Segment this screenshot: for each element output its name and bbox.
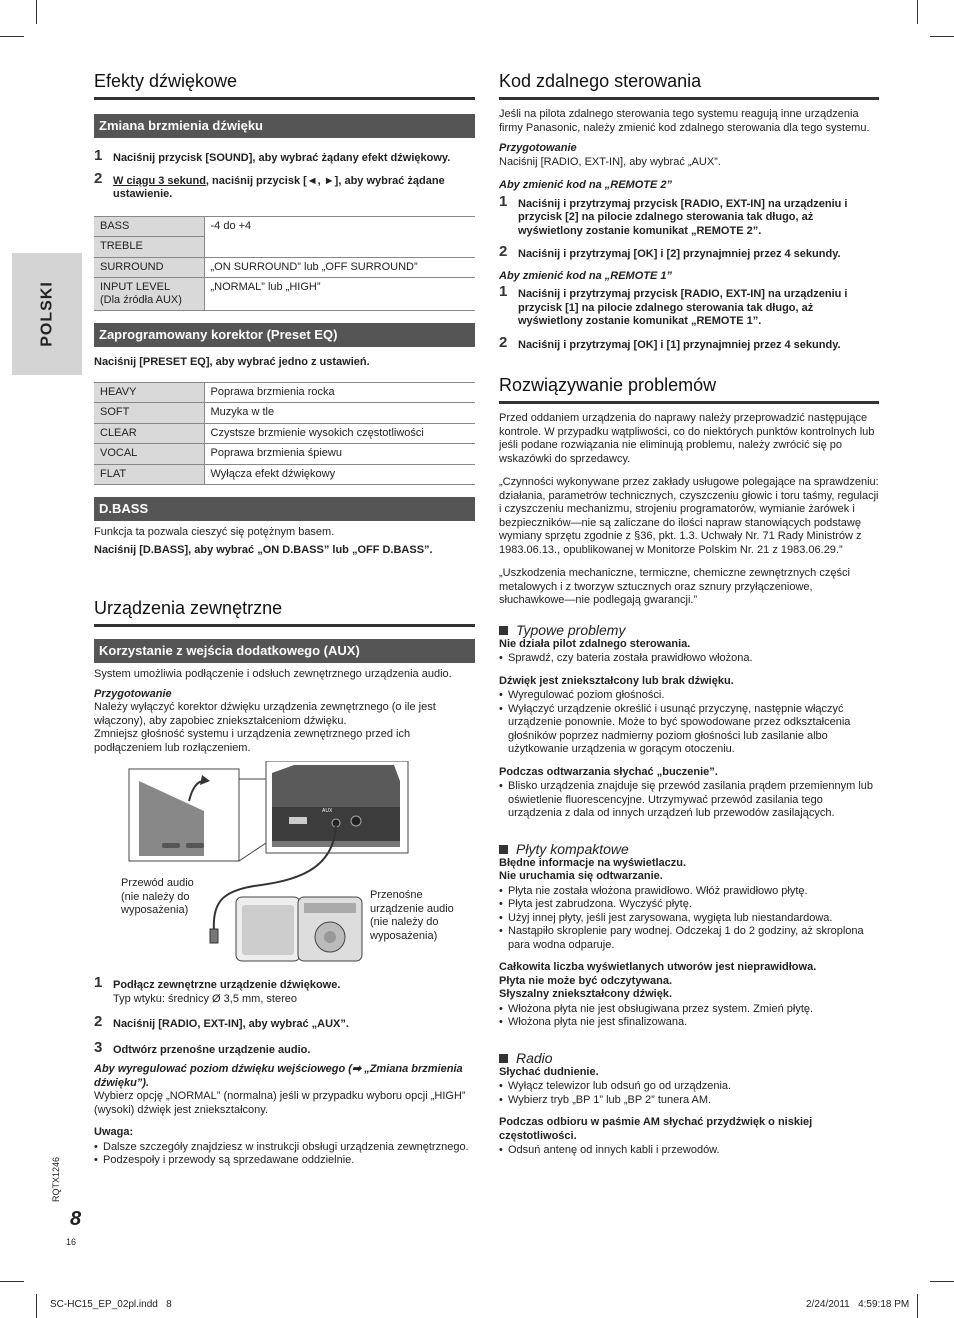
list-item: • Wybierz tryb „BP 1” lub „BP 2” tunera AM. [499, 1094, 879, 1108]
table-key: FLAT [94, 464, 204, 485]
step-remote1-1 [499, 283, 879, 329]
table-key: HEAVY [94, 382, 204, 403]
step-text: Naciśnij i przytrzymaj [OK] i [1] przynajmniej przez 4 sekundy. [518, 338, 841, 351]
table-key: INPUT LEVEL (Dla źródła AUX) [94, 278, 204, 311]
eq-instruction: Naciśnij [PRESET EQ], aby wybrać jedno z ustawień. [94, 356, 370, 368]
step-text: Odtwórz przenośne urządzenie audio. [113, 1043, 311, 1056]
subhead-cd [499, 841, 879, 857]
section-title-remote: Kod zdalnego sterowania [499, 70, 879, 100]
prep-text-1: Należy wyłączyć korektor dźwięku urządzenia zewnętrznego (o ile jest włączony), aby zapobiec zniekształceniom dźwięku. [94, 701, 436, 727]
list-item: • Podzespoły i przewody są sprzedawane oddzielnie. [94, 1154, 475, 1168]
step-number: 2 [499, 333, 508, 351]
list-item: • Wyłączyć urządzenie określić i usunąć przyczynę, następnie włączyć urządzenie ponownie. Może to być spowodowane przez odkształcenia głośników poprzez nadmierny poziom głośności lub zasilanie albo użytkowanie urządzenia w gorącym otoczeniu. [499, 703, 879, 757]
step-text: Podłącz zewnętrzne urządzenie dźwiękowe. [113, 979, 341, 991]
table-key: CLEAR [94, 423, 204, 444]
problem-title: Dźwięk jest zniekształcony lub brak dźwięku. [499, 674, 734, 687]
left-column [94, 60, 475, 1168]
problem-list [499, 885, 879, 953]
step-sound-2 [94, 169, 475, 202]
problem-list [499, 1003, 879, 1030]
step-text: Naciśnij [RADIO, EXT-IN], aby wybrać „AUX”. [113, 1018, 349, 1030]
table-row [94, 257, 475, 278]
adjust-title: Aby wyregulować poziom dźwięku wejściowego (➡ „Zmiana brzmienia dźwięku”). [94, 1063, 463, 1089]
adjust-text: Wybierz opcję „NORMAL” (normalna) jeśli w przypadku wyboru opcji „HIGH” (wysoki) dźwięk jest zniekształcony. [94, 1090, 466, 1116]
eq-table [94, 382, 475, 486]
crop-mark [36, 1294, 37, 1318]
prep-text-2: Zmniejsz głośność systemu i urządzenia zewnętrznego przed ich podłączeniem lub rozłączeniem. [94, 728, 411, 754]
subsection-bar-aux: Korzystanie z wejścia dodatkowego (AUX) [94, 639, 475, 663]
list-item: • Wyregulować poziom głośności. [499, 689, 879, 703]
square-bullet-icon [499, 626, 508, 635]
step-number: 1 [499, 192, 508, 210]
step-number: 2 [94, 1013, 103, 1030]
step-number: 1 [499, 283, 508, 300]
list-item: • Dalsze szczegóły znajdziesz w instrukcji obsługi urządzenia zewnętrznego. [94, 1141, 475, 1155]
problem-title: Błędne informacje na wyświetlaczu. Nie uruchamia się odtwarzanie. [499, 856, 687, 882]
problem-list [499, 780, 879, 821]
table-value: Poprawa brzmienia rocka [204, 382, 475, 403]
step-number: 1 [94, 147, 103, 164]
problem-list [499, 1080, 879, 1107]
remote2-title: Aby zmienić kod na „REMOTE 2” [499, 179, 672, 191]
language-tab-label: POLSKI [38, 281, 56, 347]
list-item: • Nastąpiło skroplenie pary wodnej. Odczekaj 1 do 2 godziny, aż skroplona para wodna odparuje. [499, 925, 879, 952]
section-title-external: Urządzenia zewnętrzne [94, 597, 475, 627]
step-aux-2 [94, 1013, 475, 1032]
list-item: • Włożona płyta nie jest sfinalizowana. [499, 1016, 879, 1030]
problem-title: Podczas odtwarzania słychać „buczenie”. [499, 765, 718, 778]
problem-title: Całkowita liczba wyświetlanych utworów jest nieprawidłowa. Płyta nie może być odczytywana. Słyszalny zniekształcony dźwięk. [499, 961, 817, 1000]
step-remote2-1 [499, 192, 879, 239]
figure-label-cable: Przewód audio (nie należy do wyposażenia) [121, 877, 194, 916]
subhead-label: Typowe problemy [516, 621, 626, 638]
step-aux-3 [94, 1038, 475, 1058]
subhead-typical [499, 622, 879, 638]
square-bullet-icon [499, 1054, 508, 1063]
subsection-bar-eq: Zaprogramowany korektor (Preset EQ) [94, 323, 475, 347]
problem-list [499, 1144, 879, 1158]
step-text-underlined: W ciągu 3 sekund [113, 174, 206, 187]
step-text: , naciśnij przycisk [◄, ►], aby wybrać żądane ustawienie. [113, 174, 445, 200]
crop-mark [917, 1294, 918, 1318]
note-label: Uwaga: [94, 1126, 134, 1138]
problem-list [499, 689, 879, 757]
list-item: • Użyj innej płyty, jeśli jest zarysowana, wygięta lub niestandardowa. [499, 912, 879, 926]
subhead-label: Radio [516, 1049, 553, 1066]
list-item: • Sprawdź, czy bateria została prawidłowo włożona. [499, 652, 879, 666]
table-row [94, 216, 475, 237]
problem-title: Nie działa pilot zdalnego sterowania. [499, 637, 691, 650]
crop-mark [930, 36, 954, 37]
list-item: • Płyta nie została włożona prawidłowo. Włóż prawidłowo płytę. [499, 885, 879, 899]
table-value: Czystsze brzmienie wysokich częstotliwości [204, 423, 475, 444]
problem-list [499, 652, 879, 666]
problem-title: Słychać dudnienie. [499, 1065, 599, 1078]
table-value: -4 do +4 [204, 216, 475, 257]
note-list [94, 1141, 475, 1168]
table-row [94, 278, 475, 311]
file-name: SC-HC15_EP_02pl.indd 8 [50, 1299, 172, 1310]
section-title-effects: Efekty dźwiękowe [94, 70, 475, 100]
remote-intro: Jeśli na pilota zdalnego sterowania tego systemu reagują inne urządzenia firmy Panasonic, należy zmienić kod zdalnego sterowania dla tego systemu. [499, 108, 870, 134]
crop-mark [930, 1281, 954, 1282]
step-number: 2 [499, 243, 508, 260]
subsection-bar-dbass: D.BASS [94, 497, 475, 521]
table-value: „NORMAL” lub „HIGH” [204, 278, 475, 311]
step-text: Naciśnij i przytrzymaj [OK] i [2] przynajmniej przez 4 sekundy. [518, 248, 841, 260]
crop-mark [0, 36, 24, 37]
list-item: • Włożona płyta nie jest obsługiwana przez system. Zmień płytę. [499, 1003, 879, 1017]
figure-aux-label: AUX [322, 808, 333, 814]
step-subtext: Typ wtyku: średnicy Ø 3,5 mm, stereo [113, 992, 298, 1005]
table-row [94, 423, 475, 444]
list-item: • Wyłącz telewizor lub odsuń go od urządzenia. [499, 1080, 879, 1094]
dbass-instruction: Naciśnij [D.BASS], aby wybrać „ON D.BASS” lub „OFF D.BASS”. [94, 543, 433, 556]
table-row [94, 403, 475, 424]
print-date: 2/24/2011 4:59:18 PM [806, 1299, 910, 1310]
aux-intro: System umożliwia podłączenie i odsłuch zewnętrznego urządzenia audio. [94, 668, 452, 680]
step-remote2-2 [499, 243, 879, 262]
step-text: Naciśnij i przytrzymaj przycisk [RADIO, EXT-IN] na urządzeniu i przycisk [1] na pilocie zdalnego sterowania tak długo, aż wyświetlony zostanie komunikat „REMOTE 1”. [518, 288, 848, 327]
table-key: VOCAL [94, 444, 204, 465]
step-aux-1 [94, 974, 475, 1006]
document-code: RQTX1246 [51, 1156, 61, 1202]
subhead-label: Płyty kompaktowe [516, 840, 629, 857]
crop-mark [0, 1281, 24, 1282]
figure-label-device: Przenośne urządzenie audio (nie należy do wyposażenia) [370, 889, 454, 942]
prep-label: Przygotowanie [94, 687, 172, 700]
table-value: Muzyka w tle [204, 403, 475, 424]
trouble-paragraph-1: Przed oddaniem urządzenia do naprawy należy przeprowadzić następujące kontrole. W przypadku wątpliwości, co do niektórych punktów kontrolnych lub jeśli podane rozwiązania nie eliminują problemu, należy zwrócić się po wskazówki do sprzedawcy. [499, 412, 875, 465]
prep-label: Przygotowanie [499, 142, 577, 154]
trouble-paragraph-2: „Czynności wykonywane przez zakłady usługowe polegające na sprawdzeniu: działania, parametrów technicznych, czyszczeniu głowic i toru taśmy, regulacji i czyszczeniu mechanizmu, strojeniu programatorów, wymianie żarówek i bezpieczników—nie są zaliczane do ilości napraw stanowiących podstawę wymiany sprzętu zgodnie z §36, pkt. 1.3. Uchwały Nr. 71 Rady Ministrów z 1983.06.13., opublikowanej w Monitorze Polskim Nr. 21 z 1983.06.29.” [499, 476, 879, 556]
list-item: • Płyta jest zabrudzona. Wyczyść płytę. [499, 898, 879, 912]
page-number-small: 16 [66, 1237, 77, 1247]
step-sound-1 [94, 147, 475, 166]
prep-text: Naciśnij [RADIO, EXT-IN], aby wybrać „AUX”. [499, 155, 721, 168]
table-row [94, 464, 475, 485]
square-bullet-icon [499, 845, 508, 854]
subsection-bar-sound: Zmiana brzmienia dźwięku [94, 114, 475, 138]
table-key: SOFT [94, 403, 204, 424]
dbass-text: Funkcja ta pozwala cieszyć się potężnym basem. [94, 526, 335, 538]
table-key: SURROUND [94, 257, 204, 278]
step-number: 1 [94, 974, 103, 991]
remote1-title: Aby zmienić kod na „REMOTE 1” [499, 269, 672, 282]
page-number: 8 [70, 1208, 82, 1230]
right-column [499, 60, 879, 1158]
sound-table [94, 216, 475, 312]
language-tab [12, 253, 82, 375]
list-item: • Blisko urządzenia znajduje się przewód zasilania prądem przemiennym lub oświetlenie fluorescencyjne. Utrzymywać przewód zasilania tego urządzenia z dala od innych urządzeń lub przewodów zasilających. [499, 780, 879, 821]
problem-title: Podczas odbioru w paśmie AM słychać przydźwięk o niskiej częstotliwości. [499, 1116, 813, 1142]
table-value: „ON SURROUND” lub „OFF SURROUND” [204, 257, 475, 278]
table-row [94, 444, 475, 465]
subhead-radio [499, 1050, 879, 1066]
trouble-paragraph-3: „Uszkodzenia mechaniczne, termiczne, chemiczne zewnętrznych części metalowych i z tworzyw sztucznych oraz sznury przyłączeniowe, słuchawkowe—nie podlegają gwarancji.” [499, 567, 850, 606]
aux-connection-figure [94, 761, 475, 973]
table-key: TREBLE [94, 237, 204, 258]
crop-mark [917, 0, 918, 24]
section-title-troubleshooting: Rozwiązywanie problemów [499, 374, 879, 404]
table-value: Poprawa brzmienia śpiewu [204, 444, 475, 465]
crop-mark [36, 0, 37, 24]
step-remote1-2 [499, 333, 879, 353]
step-text: Naciśnij i przytrzymaj przycisk [RADIO, EXT-IN] na urządzeniu i przycisk [2] na pilocie zdalnego sterowania tak długo, aż wyświetlony zostanie komunikat „REMOTE 2”. [518, 197, 848, 237]
step-text: Naciśnij przycisk [SOUND], aby wybrać żądany efekt dźwiękowy. [113, 152, 451, 164]
table-row [94, 382, 475, 403]
table-key: BASS [94, 216, 204, 237]
step-number: 2 [94, 169, 103, 187]
table-value: Wyłącza efekt dźwiękowy [204, 464, 475, 485]
list-item: • Odsuń antenę od innych kabli i przewodów. [499, 1144, 879, 1158]
step-number: 3 [94, 1038, 103, 1056]
